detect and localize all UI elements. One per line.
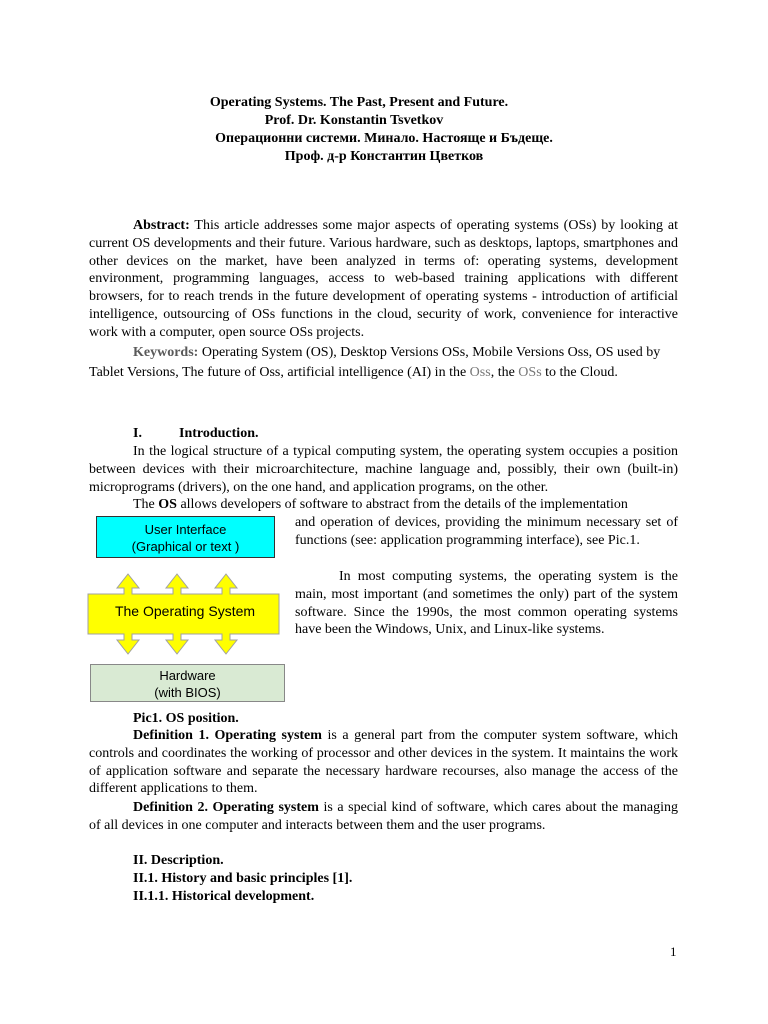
intro-paragraph-1: In the logical structure of a typical computing system, the operating system occupies a position between devices with their microarchitecture, machine language and, possibly, their own (built-in) microprograms (drivers), on the one hand, and application programs, on the other. [89, 444, 678, 495]
definition-1 [89, 727, 678, 798]
section-history: II.1. History and basic principles [1]. [133, 871, 353, 886]
keywords-oss-2: OSs [518, 365, 542, 380]
abstract-paragraph [89, 217, 678, 342]
keywords-sep: , the [490, 365, 519, 380]
definition-1-text: is a general part from the computer system software, which controls and coordinates the working of processor and other devices in the system. It maintains the work of application software and separate the necessary hardware recourses, also manage the access of the different applications to them. [89, 728, 678, 797]
author-bg: Проф. д-р Константин Цветков [284, 149, 484, 164]
definition-2-label: Definition 2. Operating system [133, 800, 319, 815]
intro-paragraph-3: In most computing systems, the operating system is the main, most important (and sometimes the only) part of the system software. Since the 1990s, the most common operating systems have been the Windows, Unix, and Linux-like systems. [295, 569, 678, 638]
title-bg: Операционни системи. Минало. Настояще и Бъдеще. [215, 131, 553, 146]
definition-2 [89, 799, 678, 835]
os-bold: OS [158, 497, 177, 512]
title-en: Operating Systems. The Past, Present and Future. [209, 95, 509, 110]
keywords-text-end: to the Cloud. [541, 365, 618, 380]
intro-paragraph-2-rest: and operation of devices, providing the minimum necessary set of functions (see: application programming interface), see Pic.1. [295, 515, 678, 548]
ui-label-2: (Graphical or text ) [131, 539, 240, 554]
page-number: 1 [670, 944, 677, 959]
abstract-text: This article addresses some major aspects of operating systems (OSs) by looking at current OS developments and their future. Various hardware, such as desktops, laptops, smartphones and other devices on the market, have been analyzed in terms of: operating systems, development environment, programming languages, access to web-based training applications with different browsers, for to reach trends in the future development of operating systems - introduction of artificial intelligence, outsourcing of OSs functions in the cloud, security of work, convenience for interactive work with a computer, open source OSs projects. [89, 218, 678, 340]
keywords-paragraph [89, 343, 678, 383]
hw-label-1: Hardware [159, 668, 216, 683]
hw-label-2: (with BIOS) [154, 685, 221, 700]
ui-label-1: User Interface [144, 522, 227, 537]
os-label: The Operating System [114, 603, 256, 619]
author-en: Prof. Dr. Konstantin Tsvetkov [264, 113, 444, 128]
definition-1-label: Definition 1. Operating system [133, 728, 322, 743]
hardware-box [90, 664, 285, 702]
keywords-oss-1: Oss [469, 365, 491, 380]
abstract-label: Abstract: [133, 218, 190, 233]
definition-2-text: is a special kind of software, which cares about the managing of all devices in one computer and interacts between them and the user programs. [89, 800, 679, 833]
section-historical-development: II.1.1. Historical development. [133, 889, 315, 904]
section-description: II. Description. [133, 853, 224, 868]
os-position-diagram [84, 512, 286, 704]
keywords-label: Keywords: [133, 345, 199, 360]
intro-heading: Introduction. [179, 426, 259, 441]
keywords-text: Operating System (OS), Desktop Versions OSs, Mobile Versions Oss, OS used by Tablet Versions, The future of Oss, artificial intelligence (AI) in the [89, 345, 661, 380]
intro-paragraph-2-line1: The OS allows developers of software to abstract from the details of the implementation [133, 497, 628, 512]
figure-caption: Pic1. OS position. [133, 711, 239, 726]
user-interface-box [96, 516, 275, 558]
intro-number: I. [133, 426, 142, 441]
